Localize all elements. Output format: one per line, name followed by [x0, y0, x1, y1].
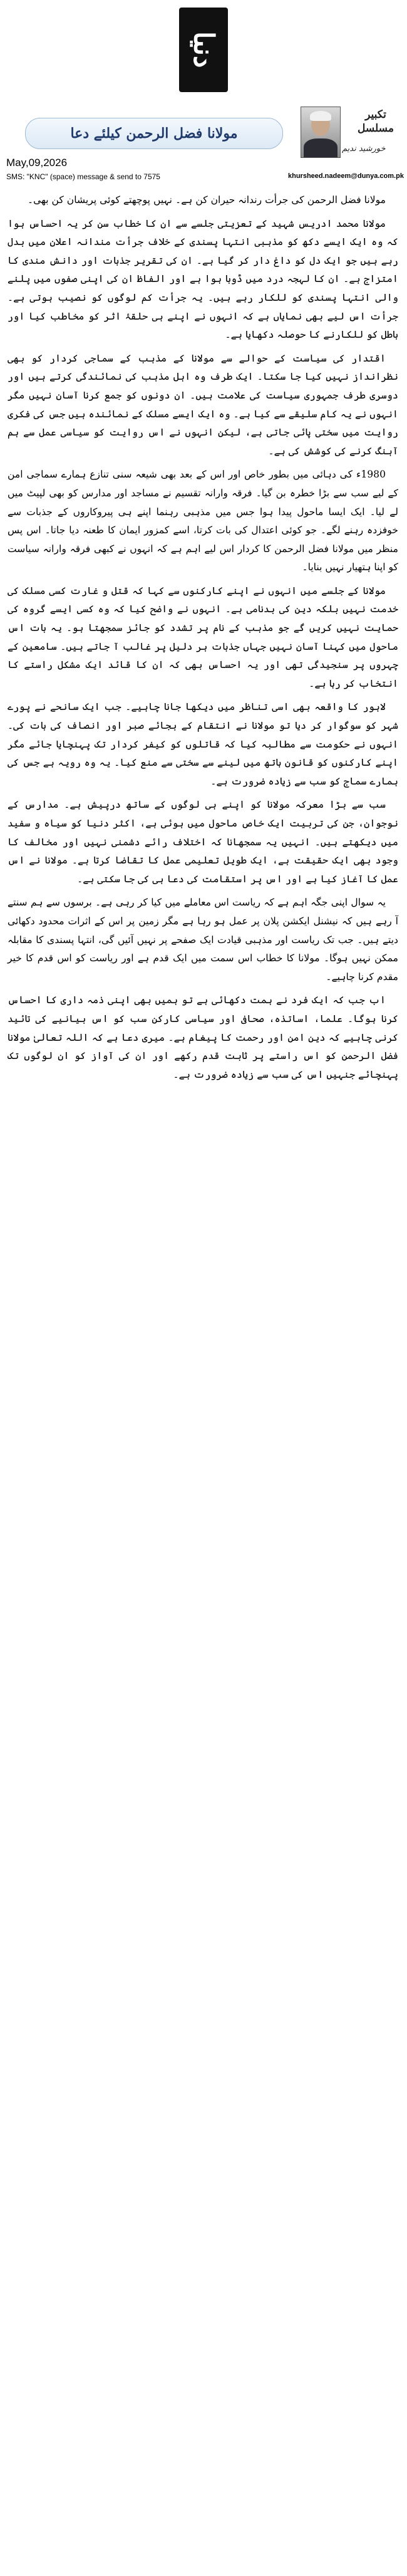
- publish-date: May,09,2026: [6, 157, 68, 169]
- article-paragraph: اب جب کہ ایک فرد نے ہمت دکھائی ہے تو ہمیں بھی اپنی ذمہ داری کا احساس کرنا ہوگا۔ علما، اساتذہ، صحافی اور سیاسی کارکن سب کو اس بیانیے کی تائید کرنی چاہیے کہ دین امن اور رحمت کا پیغام ہے۔ میری دعا ہے کہ اللہ تعالیٰ مولانا فضل الرحمن کو اس راستے پر ثابت قدم رکھے اور ان کی آواز کو ان لوگوں تک پہنچائے جنہیں اس کی سب سے زیادہ ضرورت ہے۔: [8, 994, 398, 1080]
- newspaper-logo: [179, 8, 228, 92]
- article-paragraph: سب سے بڑا معرکہ مولانا کو اپنے ہی لوگوں کے ساتھ درپیش ہے۔ مدارس کے نوجوان، جن کی تربیت ایک خاص ماحول میں ہوئی ہے، اکثر دنیا کو سیاہ و سفید میں دیکھتے ہیں۔ انہیں یہ سمجھانا کہ اختلاف رائے دشمنی نہیں اور مخالف کا وجود بھی ایک حقیقت ہے، ایک طویل تعلیمی عمل کا تقاضا کرتا ہے۔ مولانا نے اس عمل کا آغاز کیا ہے اور اس پر استقامت کی دعا ہی کی جا سکتی ہے۔: [8, 799, 398, 885]
- article-paragraph: مولانا فضل الرحمن کی جرأت رندانہ حیران کن ہے۔ نہیں پوچھتے کوئی پریشان کن بھی۔: [27, 194, 386, 206]
- column-header: [6, 99, 404, 188]
- article-paragraph: 1980ء کی دہائی میں بطور خاص اور اس کے بعد بھی شیعہ سنی تنازع ہمارے سماجی امن کے لیے سب سے بڑا خطرہ بن گیا۔ فرقہ وارانہ تقسیم نے مساجد اور مدارس کو بھی لپیٹ میں لے لیا۔ ایک ایسا ماحول پیدا ہوا جس میں مذہبی رہنما اپنے ہی پیروکاروں کے جذبات سے خوفزدہ رہنے لگے۔ جو کوئی اعتدال کی بات کرتا، اسے کمزور ایمان کا طعنہ دیا جاتا۔ اس پس منظر میں مولانا فضل الرحمن کا کردار اس لیے اہم ہے کہ انہوں نے کبھی فرقہ وارانہ سیاست کو اپنا ہتھیار نہیں بنایا۔: [8, 469, 398, 573]
- article-paragraph: مولانا محمد ادریس شہید کے تعزیتی جلسے سے ان کا خطاب سن کر یہ احساس ہوا کہ وہ ایک ایسے دکھ کو مذہبی انتہا پسندی کے خلاف جرأت مندانہ اعلان میں بدل رہے ہیں جو ایک دل کو داغ دار کر گیا ہے۔ ان کی تقریر جذبات اور دانش مندی کا امتزاج ہے۔ ان کا لہجہ درد میں ڈوبا ہوا ہے اور الفاظ ان کی اپنی صفوں میں پلنے والی انتہا پسندی کو للکار رہے ہیں۔ یہ جرأت کم لوگوں کو نصیب ہوتی ہے۔ جرأت اس لیے بھی نمایاں ہے کہ انہوں نے اپنے ہی حلقۂ اثر کو مخاطب کیا اور باطل کو للکارنے کا حوصلہ دکھایا ہے۔: [8, 217, 398, 341]
- logo-text: دنیا: [187, 31, 220, 68]
- author-photo: [301, 107, 341, 158]
- header-right: [288, 99, 404, 188]
- sms-instruction: SMS: "KNC" (space) message & send to 7575: [6, 172, 160, 181]
- article-paragraph: مولانا کے جلسے میں انہوں نے اپنے کارکنوں سے کہا کہ قتل و غارت کسی مسلک کی خدمت نہیں بلکہ دین کی بدنامی ہے۔ انہوں نے واضح کیا کہ وہ کسی ایسے گروہ کی حمایت نہیں کریں گے جو مذہب کے نام پر تشدد کو جائز سمجھتا ہو۔ یہ بات اس ماحول میں کہنا آسان نہیں جہاں جذبات ہر دلیل پر غالب آ جاتے ہیں۔ سامعین کے چہروں پر سنجیدگی تھی اور یہ احساس بھی کہ ان کا قائد ایک مشکل راستے کا انتخاب کر رہا ہے۔: [8, 585, 398, 689]
- header-left: [6, 99, 288, 188]
- column-title: مولانا فضل الرحمن کیلئے دعا: [70, 125, 238, 142]
- article-body: [8, 191, 398, 1089]
- column-name: تکبیر مسلسل: [358, 108, 394, 135]
- article-paragraph: لاہور کا واقعہ بھی اسی تناظر میں دیکھا جانا چاہیے۔ جب ایک سانحے نے پورے شہر کو سوگوار کر دیا تو مولانا نے انتقام کے بجائے صبر اور انصاف کی بات کی۔ انہوں نے حکومت سے مطالبہ کیا کہ قاتلوں کو کیفر کردار تک پہنچایا جائے مگر اپنے کارکنوں کو قانون ہاتھ میں لینے سے سختی سے منع کیا۔ یہ وہ رویہ ہے جس کی ہمارے سماج کو سب سے زیادہ ضرورت ہے۔: [8, 701, 398, 787]
- masthead: [0, 0, 407, 99]
- article-paragraph: اقتدار کی سیاست کے حوالے سے مولانا کے مذہب کے سماجی کردار کو بھی نظرانداز نہیں کیا جا سکتا۔ ایک طرف وہ اہل مذہب کی نمائندگی کرتے ہیں اور دوسری طرف جمہوری سیاست کی علامت ہیں۔ ان دونوں کو جمع کرنا آسان نہیں مگر انہوں نے یہ کام سلیقے سے کیا ہے۔ وہ ایک ایسے مسلک کے نمائندہ ہیں جس کی فکری روایت میں سختی پائی جاتی ہے، لیکن انہوں نے اس روایت کو سیاسی عمل سے ہم آہنگ کرنے کی کوشش کی ہے۔: [8, 352, 398, 457]
- author-signature: خورشید ندیم: [342, 144, 386, 154]
- article-paragraph: یہ سوال اپنی جگہ اہم ہے کہ ریاست اس معاملے میں کیا کر رہی ہے۔ برسوں سے ہم سنتے آ رہے ہیں کہ نیشنل ایکشن پلان پر عمل ہو رہا ہے مگر زمین پر اس کے اثرات محدود دکھائی دیتے ہیں۔ جب تک ریاست اور مذہبی قیادت ایک صفحے پر نہیں آئیں گی، انتہا پسندی کا مقابلہ ممکن نہیں ہوگا۔ مولانا کا خطاب اس سمت میں ایک قدم ہے اور ریاست کو اس قدم کا خیر مقدم کرنا چاہیے۔: [8, 897, 398, 983]
- title-banner: [25, 118, 283, 149]
- author-email: khursheed.nadeem@dunya.com.pk: [288, 172, 404, 180]
